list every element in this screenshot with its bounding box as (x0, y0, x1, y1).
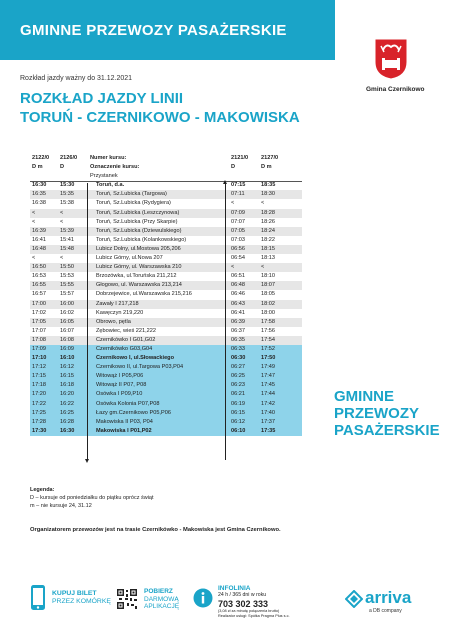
stop-name: Czernikówko I G01,G02 (96, 336, 156, 343)
table-row (30, 190, 302, 199)
stop-name: Toruń, Sz.Lubicka (Kolankowskiego) (96, 236, 187, 243)
return-2: 18:05 (261, 291, 275, 298)
return-2: 18:10 (261, 273, 275, 280)
departure-1: 17:09 (32, 345, 46, 352)
return-2: 18:15 (261, 245, 275, 252)
return-2: 18:30 (261, 191, 275, 198)
return-2: 17:54 (261, 336, 275, 343)
course-code-label: Oznaczenie kursu: (90, 164, 140, 171)
departure-2: 16:00 (60, 300, 74, 307)
legend-item: D – kursuje od poniedziałku do piątku oprócz świąt (30, 495, 154, 501)
stop-name: Makowiska II P03, P04 (96, 418, 153, 425)
departure-1: 17:25 (32, 409, 46, 416)
table-row (30, 290, 302, 299)
arriva-mark-icon (345, 590, 363, 608)
stop-name: Lubicz Górny, ul. Warszawska 210 (96, 264, 182, 271)
stop-name: Toruń, Sz.Lubicka (Przy Skarpie) (96, 218, 178, 225)
return-2: 17:42 (261, 400, 275, 407)
return-2: 17:56 (261, 327, 275, 334)
return-1: 06:27 (231, 364, 245, 371)
stop-name: Osówka Kolonia P07,P08 (96, 400, 160, 407)
direction-arrow-up-icon (225, 183, 226, 460)
arriva-tagline: a DB company (369, 608, 402, 614)
footer (0, 580, 450, 639)
return-1: 07:09 (231, 209, 245, 216)
header-row (30, 172, 302, 181)
timetable-body (30, 181, 302, 436)
return-2: 18:22 (261, 236, 275, 243)
table-row (30, 300, 302, 309)
stop-name: Czernikowo II, ul.Targowa P03,P04 (96, 364, 184, 371)
return-2: 17:47 (261, 373, 275, 380)
table-row (30, 209, 302, 218)
table-row (30, 381, 302, 390)
departure-2: 16:15 (60, 373, 74, 380)
side-brand-line: GMINNE (334, 388, 394, 405)
course-code-3: D (231, 164, 236, 171)
stop-name: Witowąż I P05,P06 (96, 373, 144, 380)
departure-1: < (32, 255, 36, 262)
return-2: 17:37 (261, 418, 275, 425)
departure-1: 17:12 (32, 364, 46, 371)
buy-ticket-line: KUPUJ BILET (52, 590, 97, 597)
table-row (30, 272, 302, 281)
departure-2: 15:53 (60, 273, 74, 280)
stop-name: Zębowiec, wieś 221,222 (96, 327, 157, 334)
return-2: 18:35 (261, 182, 276, 189)
departure-1: < (32, 209, 36, 216)
qr-code-icon[interactable] (116, 588, 138, 610)
return-2: 18:24 (261, 227, 275, 234)
return-1: 07:15 (231, 182, 246, 189)
return-1: 07:05 (231, 227, 245, 234)
departure-1: 16:55 (32, 282, 46, 289)
table-row (30, 199, 302, 208)
table-row (30, 372, 302, 381)
course-number-3: 2121/0 (231, 155, 249, 161)
departure-1: 16:39 (32, 227, 46, 234)
side-brand-line: PASAŻERSKIE (334, 422, 440, 439)
arriva-logo (345, 588, 435, 618)
organizer-note: Organizatorem przewozów jest na trasie Czernikówko - Makowiska jest Gmina Czernikowo. (30, 527, 281, 533)
return-2: < (261, 264, 265, 271)
course-code-1: D m (32, 164, 43, 171)
stop-name: Toruń, Sz.Lubicka (Rydygiera) (96, 200, 171, 207)
departure-2: 15:38 (60, 200, 74, 207)
table-divider (30, 181, 302, 182)
return-2: 18:26 (261, 218, 275, 225)
table-row (30, 336, 302, 345)
return-1: 06:43 (231, 300, 245, 307)
departure-1: 16:57 (32, 291, 46, 298)
stop-name: Zawały I 217,218 (96, 300, 139, 307)
departure-2: 16:28 (60, 418, 74, 425)
table-row (30, 345, 302, 354)
table-row (30, 400, 302, 409)
return-1: 06:19 (231, 400, 245, 407)
table-row (30, 409, 302, 418)
departure-2: 15:55 (60, 282, 74, 289)
stop-name: Lubicz Górny, ul.Nowa 207 (96, 255, 163, 262)
table-row (30, 181, 302, 190)
return-1: 06:46 (231, 291, 245, 298)
departure-1: < (32, 218, 36, 225)
legend-title: Legenda: (30, 487, 55, 493)
return-1: 07:07 (231, 218, 245, 225)
buy-ticket-line: PRZEZ KOMÓRKĘ (52, 598, 111, 605)
departure-2: 15:39 (60, 227, 74, 234)
stop-name: Głogowo, ul. Warszawska 213,214 (96, 282, 182, 289)
course-number-label: Numer kursu: (90, 155, 127, 161)
table-row (30, 254, 302, 263)
table-row (30, 354, 302, 363)
return-2: < (261, 200, 265, 207)
course-number-2: 2126/0 (60, 155, 78, 161)
departure-1: 16:35 (32, 191, 46, 198)
stop-name: Toruń, Sz.Lubicka (Leszczynowa) (96, 209, 180, 216)
departure-1: 16:48 (32, 245, 46, 252)
return-1: 06:48 (231, 282, 245, 289)
gmina-label: Gmina Czernikowo (366, 86, 425, 93)
return-1: 06:25 (231, 373, 245, 380)
departure-1: 17:18 (32, 382, 46, 389)
return-2: 18:00 (261, 309, 275, 316)
return-1: 06:30 (231, 355, 246, 362)
legend-item: m – nie kursuje 24, 31.12 (30, 503, 92, 509)
departure-2: 16:07 (60, 327, 74, 334)
departure-1: 17:15 (32, 373, 46, 380)
return-1: 06:33 (231, 345, 245, 352)
departure-1: 17:00 (32, 300, 46, 307)
departure-2: < (60, 209, 64, 216)
return-2: 18:13 (261, 255, 275, 262)
table-row (30, 227, 302, 236)
departure-2: 16:10 (60, 355, 75, 362)
departure-2: < (60, 218, 64, 225)
header-title: GMINNE PRZEWOZY PASAŻERSKIE (20, 22, 287, 39)
departure-2: 16:09 (60, 345, 74, 352)
departure-2: 16:18 (60, 382, 74, 389)
return-1: 06:21 (231, 391, 245, 398)
return-1: 06:51 (231, 273, 245, 280)
timetable (30, 154, 302, 436)
table-row (30, 327, 302, 336)
return-1: 07:11 (231, 191, 245, 198)
departure-1: 17:02 (32, 309, 46, 316)
return-1: 06:37 (231, 327, 245, 334)
infoline-hours: 24 h / 365 dni w roku (218, 592, 267, 599)
table-row (30, 363, 302, 372)
stop-name: Obrowo, pętla (96, 318, 131, 325)
stop-name: Toruń, Sz.Lubicka (Dziewulskiego) (96, 227, 182, 234)
stop-name: Czernikówko G03,G04 (96, 345, 153, 352)
departure-1: 16:30 (32, 182, 47, 189)
stop-name: Makowiska I P01,P02 (96, 427, 152, 434)
departure-1: 17:07 (32, 327, 46, 334)
table-row (30, 318, 302, 327)
course-number-4: 2127/0 (261, 155, 279, 161)
departure-1: 17:28 (32, 418, 46, 425)
return-2: 17:58 (261, 318, 275, 325)
info-icon (193, 588, 213, 608)
stop-name: Łazy gm.Czernikowo P05,P06 (96, 409, 171, 416)
table-row (30, 218, 302, 227)
stop-name: Brzozówka, ul.Toruńska 211,212 (96, 273, 177, 280)
return-1: 06:39 (231, 318, 245, 325)
return-1: < (231, 200, 235, 207)
table-row (30, 281, 302, 290)
departure-2: 15:48 (60, 245, 74, 252)
table-row (30, 427, 302, 436)
return-1: 06:23 (231, 382, 245, 389)
stop-name: Czernikowo I, ul.Słowackiego (96, 355, 175, 362)
return-2: 17:44 (261, 391, 275, 398)
table-row (30, 390, 302, 399)
departure-1: 17:10 (32, 355, 47, 362)
side-brand (334, 388, 440, 439)
stop-name: Osówka I P09,P10 (96, 391, 143, 398)
departure-2: < (60, 255, 64, 262)
return-2: 17:50 (261, 355, 276, 362)
departure-2: 15:50 (60, 264, 74, 271)
table-row (30, 418, 302, 427)
return-1: 06:41 (231, 309, 245, 316)
download-app-link[interactable] (144, 588, 179, 611)
table-row (30, 236, 302, 245)
return-1: 06:15 (231, 409, 245, 416)
stop-name: Witowąż II P07, P08 (96, 382, 147, 389)
departure-2: 16:02 (60, 309, 74, 316)
departure-2: 16:05 (60, 318, 74, 325)
course-number-1: 2122/0 (32, 155, 50, 161)
stop-name: Toruń, Sz.Lubicka (Targowa) (96, 191, 167, 198)
header-row (30, 163, 302, 172)
stop-name: Dobrzejewice, ul.Warszawska 215,216 (96, 291, 192, 298)
return-2: 17:49 (261, 364, 275, 371)
return-1: 06:35 (231, 336, 245, 343)
departure-1: 17:08 (32, 336, 46, 343)
route-title: ROZKŁAD JAZDY LINII (20, 90, 184, 107)
infoline-phone[interactable]: 703 302 333 (218, 598, 269, 609)
departure-1: 17:22 (32, 400, 46, 407)
departure-2: 15:35 (60, 191, 74, 198)
departure-1: 17:20 (32, 391, 46, 398)
stop-name: Lubicz Dolny, ul.Mostowa 205,206 (96, 245, 181, 252)
arriva-wordmark: arriva (365, 588, 412, 607)
download-app-line: POBIERZ (144, 588, 173, 595)
return-1: 06:10 (231, 427, 246, 434)
legend (30, 486, 154, 510)
return-2: 17:40 (261, 409, 275, 416)
departure-1: 17:05 (32, 318, 46, 325)
phone-icon (28, 584, 50, 612)
departure-2: 16:22 (60, 400, 74, 407)
return-1: 06:12 (231, 418, 245, 425)
stop-column-label: Przystanek (90, 173, 118, 180)
stop-name: Toruń, d.a. (96, 182, 125, 189)
header-bar (0, 0, 335, 60)
download-app-line: APLIKACJĘ (144, 603, 180, 610)
departure-1: 16:38 (32, 200, 46, 207)
course-code-2: D (60, 164, 65, 171)
return-2: 18:07 (261, 282, 275, 289)
infoline-title: INFOLINIA (218, 585, 251, 592)
course-code-4: D m (261, 164, 272, 171)
departure-2: 16:12 (60, 364, 74, 371)
validity-text: Rozkład jazdy ważny do 31.12.2021 (20, 75, 133, 82)
departure-2: 16:30 (60, 427, 75, 434)
return-2: 17:52 (261, 345, 275, 352)
departure-1: 17:30 (32, 427, 47, 434)
return-1: 07:03 (231, 236, 245, 243)
departure-2: 15:57 (60, 291, 74, 298)
departure-1: 16:53 (32, 273, 46, 280)
departure-2: 16:25 (60, 409, 74, 416)
return-2: 18:28 (261, 209, 275, 216)
departure-2: 16:08 (60, 336, 74, 343)
download-app-line: DARMOWĄ (144, 595, 179, 603)
return-1: < (231, 264, 235, 271)
route-subtitle: TORUŃ - CZERNIKOWO - MAKOWISKA (20, 109, 300, 126)
table-row (30, 245, 302, 254)
departure-2: 16:20 (60, 391, 74, 398)
departure-2: 15:30 (60, 182, 75, 189)
departure-2: 15:41 (60, 236, 74, 243)
return-2: 17:45 (261, 382, 275, 389)
departure-1: 16:50 (32, 264, 46, 271)
gmina-crest-icon (374, 38, 408, 80)
infoline (218, 586, 290, 619)
table-row (30, 263, 302, 272)
return-2: 17:35 (261, 427, 276, 434)
return-1: 06:56 (231, 245, 245, 252)
infoline-note: Realizator usługi: Spółka Pragma Plus s.c. (218, 613, 290, 618)
direction-arrow-down-icon (87, 183, 88, 460)
header-row (30, 154, 302, 163)
buy-ticket-link[interactable] (52, 590, 111, 606)
side-brand-line: PRZEWOZY (334, 405, 419, 422)
table-row (30, 309, 302, 318)
departure-1: 16:41 (32, 236, 46, 243)
infoline-note: (3,08 zł za minutę połączenia brutto) (218, 608, 280, 613)
return-2: 18:02 (261, 300, 275, 307)
return-1: 06:54 (231, 255, 245, 262)
stop-name: Kawęczyn 219,220 (96, 309, 144, 316)
